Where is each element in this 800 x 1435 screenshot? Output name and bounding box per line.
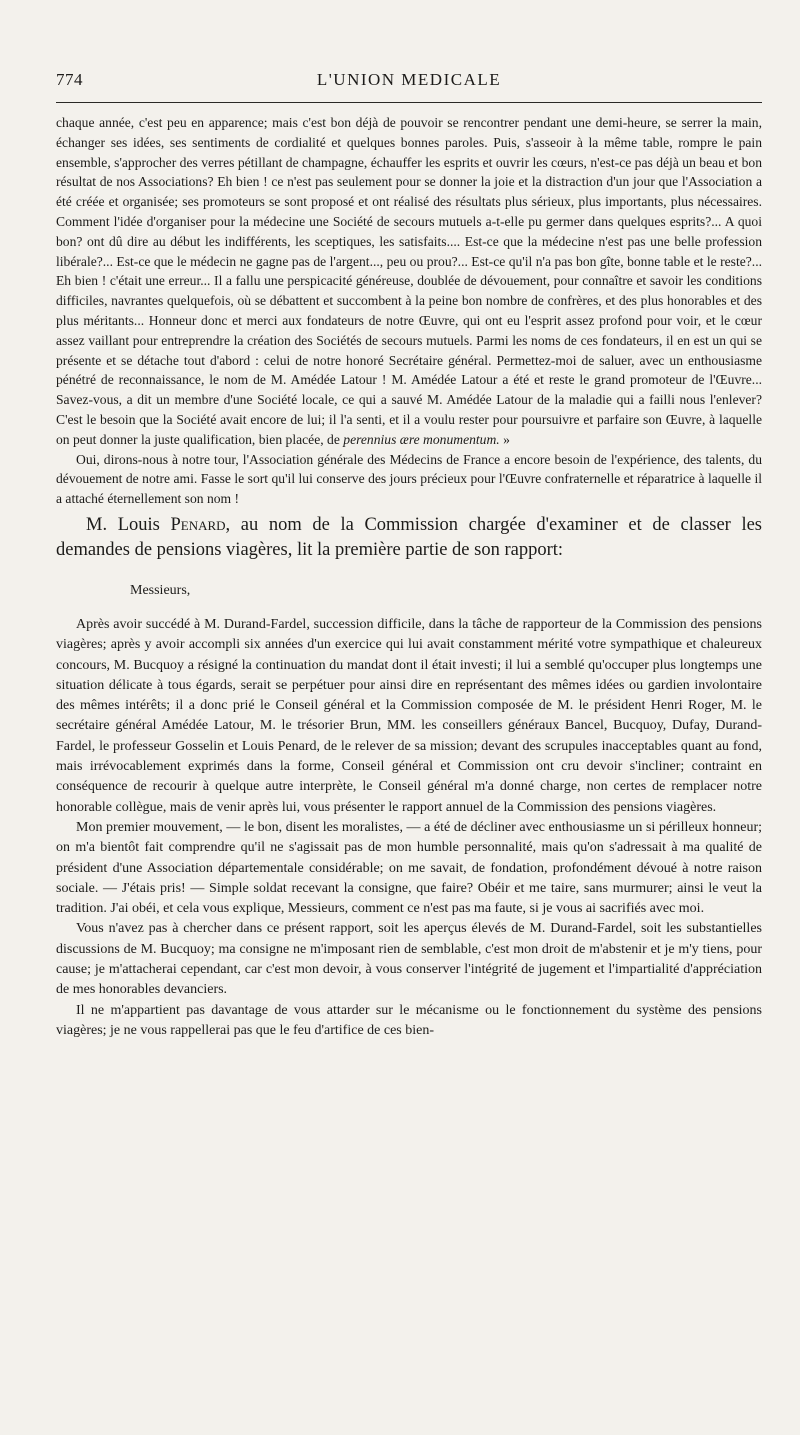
page-number: 774 (56, 70, 83, 89)
speaker-name: Penard (170, 514, 226, 535)
paragraph-banquet: chaque année, c'est peu en apparence; mais c'est bon déjà de pouvoir se rencontrer pendant une demi-heure, se serrer la main, échanger ses idées, ses sentiments de cordialité et quelques bonnes paroles. Puis, s'asseoir à la même table, rompre le pain ensemble, s'approcher des verres pétillant de champagne, échauffer les esprits et ouvrir les cœurs, n'est-ce pas déjà un beau et bon résultat de nos Associations? Eh bien ! ce n'est pas seulement pour se donner la joie et la distraction d'un jour que l'Association a été créée et organisée; ses promoteurs se sont proposé et ont réalisé des résultats plus sérieux, plus importants, plus nécessaires. Comment l'idée d'organiser pour la médecine une Société de secours mutuels a-t-elle pu germer dans quelques esprits?... A quoi bon? ont dû dire au début les indifférents, les sceptiques, les satisfaits.... Est-ce que la médecine n'est pas une belle profession libérale?... Est-ce que le médecin ne gagne pas de l'argent..., peu ou prou?... Est-ce qu'il n'a pas bon gîte, bonne table et le reste?... Eh bien ! c'était une erreur... Il a fallu une perspicacité généreuse, doublée de dévouement, pour connaître et savoir les conditions difficiles, navrantes quelquefois, où se débattent et succombent à la peine bon nombre de confrères, et des plus honorables et des plus méritants... Honneur donc et merci aux fondateurs de notre Œuvre, qui ont eu l'esprit assez profond pour voir, et le cœur assez vaillant pour entreprendre la création des Sociétés de secours mutuels. Parmi les noms de ces fondateurs, il en est un qui se présente et se détache tout d'abord : celui de notre honoré Secrétaire général. Permettez-moi de saluer, avec un enthousiasme pénétré de reconnaissance, le nom de M. Amédée Latour ! M. Amédée Latour a été et reste le grand promoteur de l'Œuvre... Savez-vous, a dit un membre d'une Société locale, ce qui a sauvé M. Amédée Latour de la maladie qui a failli nous l'enlever? C'est le besoin que la Société avait encore de lui; il l'a senti, et il a voulu rester pour poursuivre et parfaire son Œuvre, à laquelle on peut donner la juste qualification, bien placée, de perennius ære monumentum. » (56, 115, 762, 447)
report-paragraph: Mon premier mouvement, — le bon, disent les moralistes, — a été de décliner avec enthousiasme un si périlleux honneur; on m'a bientôt fait comprendre qu'il ne s'agissait pas de mon humble personnalité, mais qu'on s'adressait à ma qualité de président d'une Association départementale considérable; on me savait, de fondation, profondément dévoué à notre raison sociale. — J'étais pris! — Simple soldat recevant la consigne, que faire? Obéir et me taire, sans murmurer; ainsi le veut la tradition. J'ai obéi, et cela vous explique, Messieurs, comment ce n'est pas ma faute, si je vous ai sacrifiés avec moi. (56, 819, 762, 917)
header-rule (56, 102, 762, 103)
report-paragraph: Il ne m'appartient pas davantage de vous attarder sur le mécanisme ou le fonctionnement du système des pensions viagères; je ne vous rappellerai pas que le feu d'artifice de ces bien- (56, 1002, 762, 1038)
report-introduction: M. Louis Penard, au nom de la Commission chargée d'examiner et de classer les demandes de pensions viagères, lit la première partie de son rapport: (56, 514, 762, 560)
paragraph-tribute: Oui, dirons-nous à notre tour, l'Association générale des Médecins de France a encore besoin de l'expérience, des talents, du dévouement de notre ami. Fasse le sort qu'il lui conserve des jours précieux pour l'Œuvre confraternelle et réparatrice à laquelle il a attaché éternellement son nom ! (56, 451, 762, 507)
report-paragraph: Vous n'avez pas à chercher dans ce présent rapport, soit les aperçus élevés de M. Durand-Fardel, soit les substantielles discussions de M. Bucquoy; ma consigne ne m'imposant rien de semblable, c'est mon droit de m'abstenir et je m'y tiens, pour cause; je m'attacherai cependant, car c'est mon devoir, à vous conserver l'intégrité de jugement et l'impartialité d'appréciation de mes honorables devanciers. (56, 921, 762, 998)
report-body (56, 615, 762, 1041)
speech-conclusion (56, 113, 762, 509)
running-title: L'UNION MEDICALE (316, 70, 502, 89)
page-header (56, 64, 762, 98)
salutation: Messieurs, (130, 582, 191, 598)
latin-quote: perennius ære monumentum. (343, 431, 500, 447)
report-paragraph: Après avoir succédé à M. Durand-Fardel, succession difficile, dans la tâche de rapporteur de la Commission des pensions viagères; après y avoir accompli six années d'un exercice qui lui avait constamment mérité votre sympathique et chaleureux concours, M. Bucquoy a résigné la continuation du mandat dont il était investi; il lui a semblé qu'occuper plus longtemps une situation délicate à tous égards, serait se perpétuer pour ainsi dire en représentant des mêmes idées ou gardien involontaire des mêmes intérêts; il a donc prié le Conseil général et la Commission composée de M. le président Henri Roger, M. le secrétaire général Amédée Latour, M. le trésorier Brun, MM. les conseillers généraux Bancel, Bucquoy, Dufay, Durand-Fardel, le professeur Gosselin et Louis Penard, de le relever de sa mission; devant des scrupules inacceptables quant au fond, mais irrévocablement exprimés dans la forme, Conseil général et Commission ont cru devoir s'incliner; contraint en conséquence de recourir à quelque autre interprète, le Conseil général m'a donné charge, non certes de remplacer notre honorable collègue, mais de venir après lui, vous présenter le rapport annuel de la Commission des pensions viagères. (56, 616, 762, 815)
